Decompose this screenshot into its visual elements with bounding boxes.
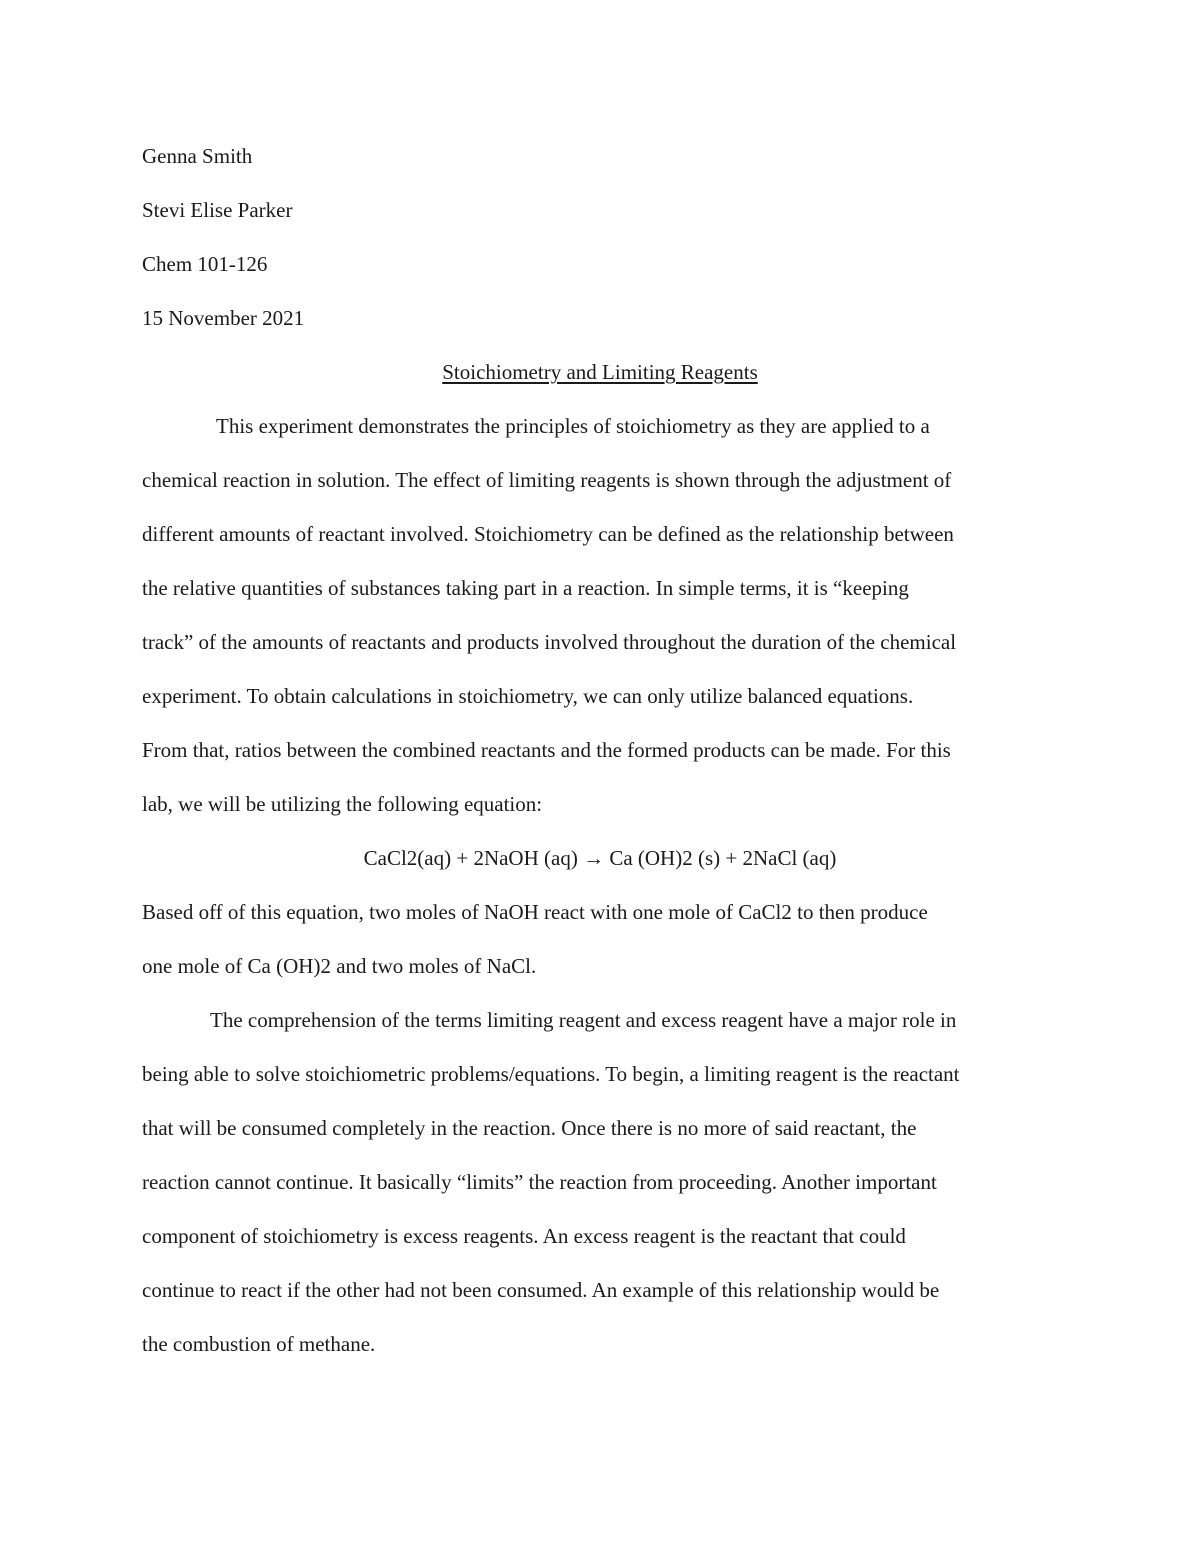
instructor-name: Stevi Elise Parker (142, 198, 293, 222)
paragraph-line: lab, we will be utilizing the following equation: (142, 792, 543, 816)
paragraph-line: experiment. To obtain calculations in stoichiometry, we can only utilize balanced equations. (142, 684, 914, 708)
paragraph-line: The comprehension of the terms limiting reagent and excess reagent have a major role in (210, 1008, 957, 1032)
paragraph-line: From that, ratios between the combined reactants and the formed products can be made. For this (142, 738, 951, 762)
paragraph-line: the combustion of methane. (142, 1332, 376, 1356)
paragraph-line: that will be consumed completely in the reaction. Once there is no more of said reactant, the (142, 1116, 917, 1140)
paragraph-line: different amounts of reactant involved. Stoichiometry can be defined as the relationship between (142, 522, 954, 546)
paragraph-line: track” of the amounts of reactants and products involved throughout the duration of the chemical (142, 630, 957, 654)
paragraph-line: component of stoichiometry is excess reagents. An excess reagent is the reactant that could (142, 1224, 906, 1248)
document-date: 15 November 2021 (142, 306, 305, 330)
paragraph-line: continue to react if the other had not been consumed. An example of this relationship would be (142, 1278, 940, 1302)
course-name: Chem 101-126 (142, 252, 268, 276)
paragraph-line: chemical reaction in solution. The effect of limiting reagents is shown through the adjustment of (142, 468, 952, 492)
student-name: Genna Smith (142, 144, 253, 168)
paragraph-line: being able to solve stoichiometric problems/equations. To begin, a limiting reagent is the reactant (142, 1062, 960, 1086)
document-title: Stoichiometry and Limiting Reagents (442, 360, 758, 384)
paragraph-line: the relative quantities of substances taking part in a reaction. In simple terms, it is “keeping (142, 576, 909, 600)
paragraph-line: one mole of Ca (OH)2 and two moles of NaCl. (142, 954, 537, 978)
paragraph-line: This experiment demonstrates the principles of stoichiometry as they are applied to a (216, 414, 930, 438)
paragraph-line: Based off of this equation, two moles of NaOH react with one mole of CaCl2 to then produce (142, 900, 928, 924)
paragraph-line: reaction cannot continue. It basically “limits” the reaction from proceeding. Another important (142, 1170, 937, 1194)
chemical-equation: CaCl2(aq) + 2NaOH (aq) → Ca (OH)2 (s) + 2NaCl (aq) (363, 846, 837, 870)
